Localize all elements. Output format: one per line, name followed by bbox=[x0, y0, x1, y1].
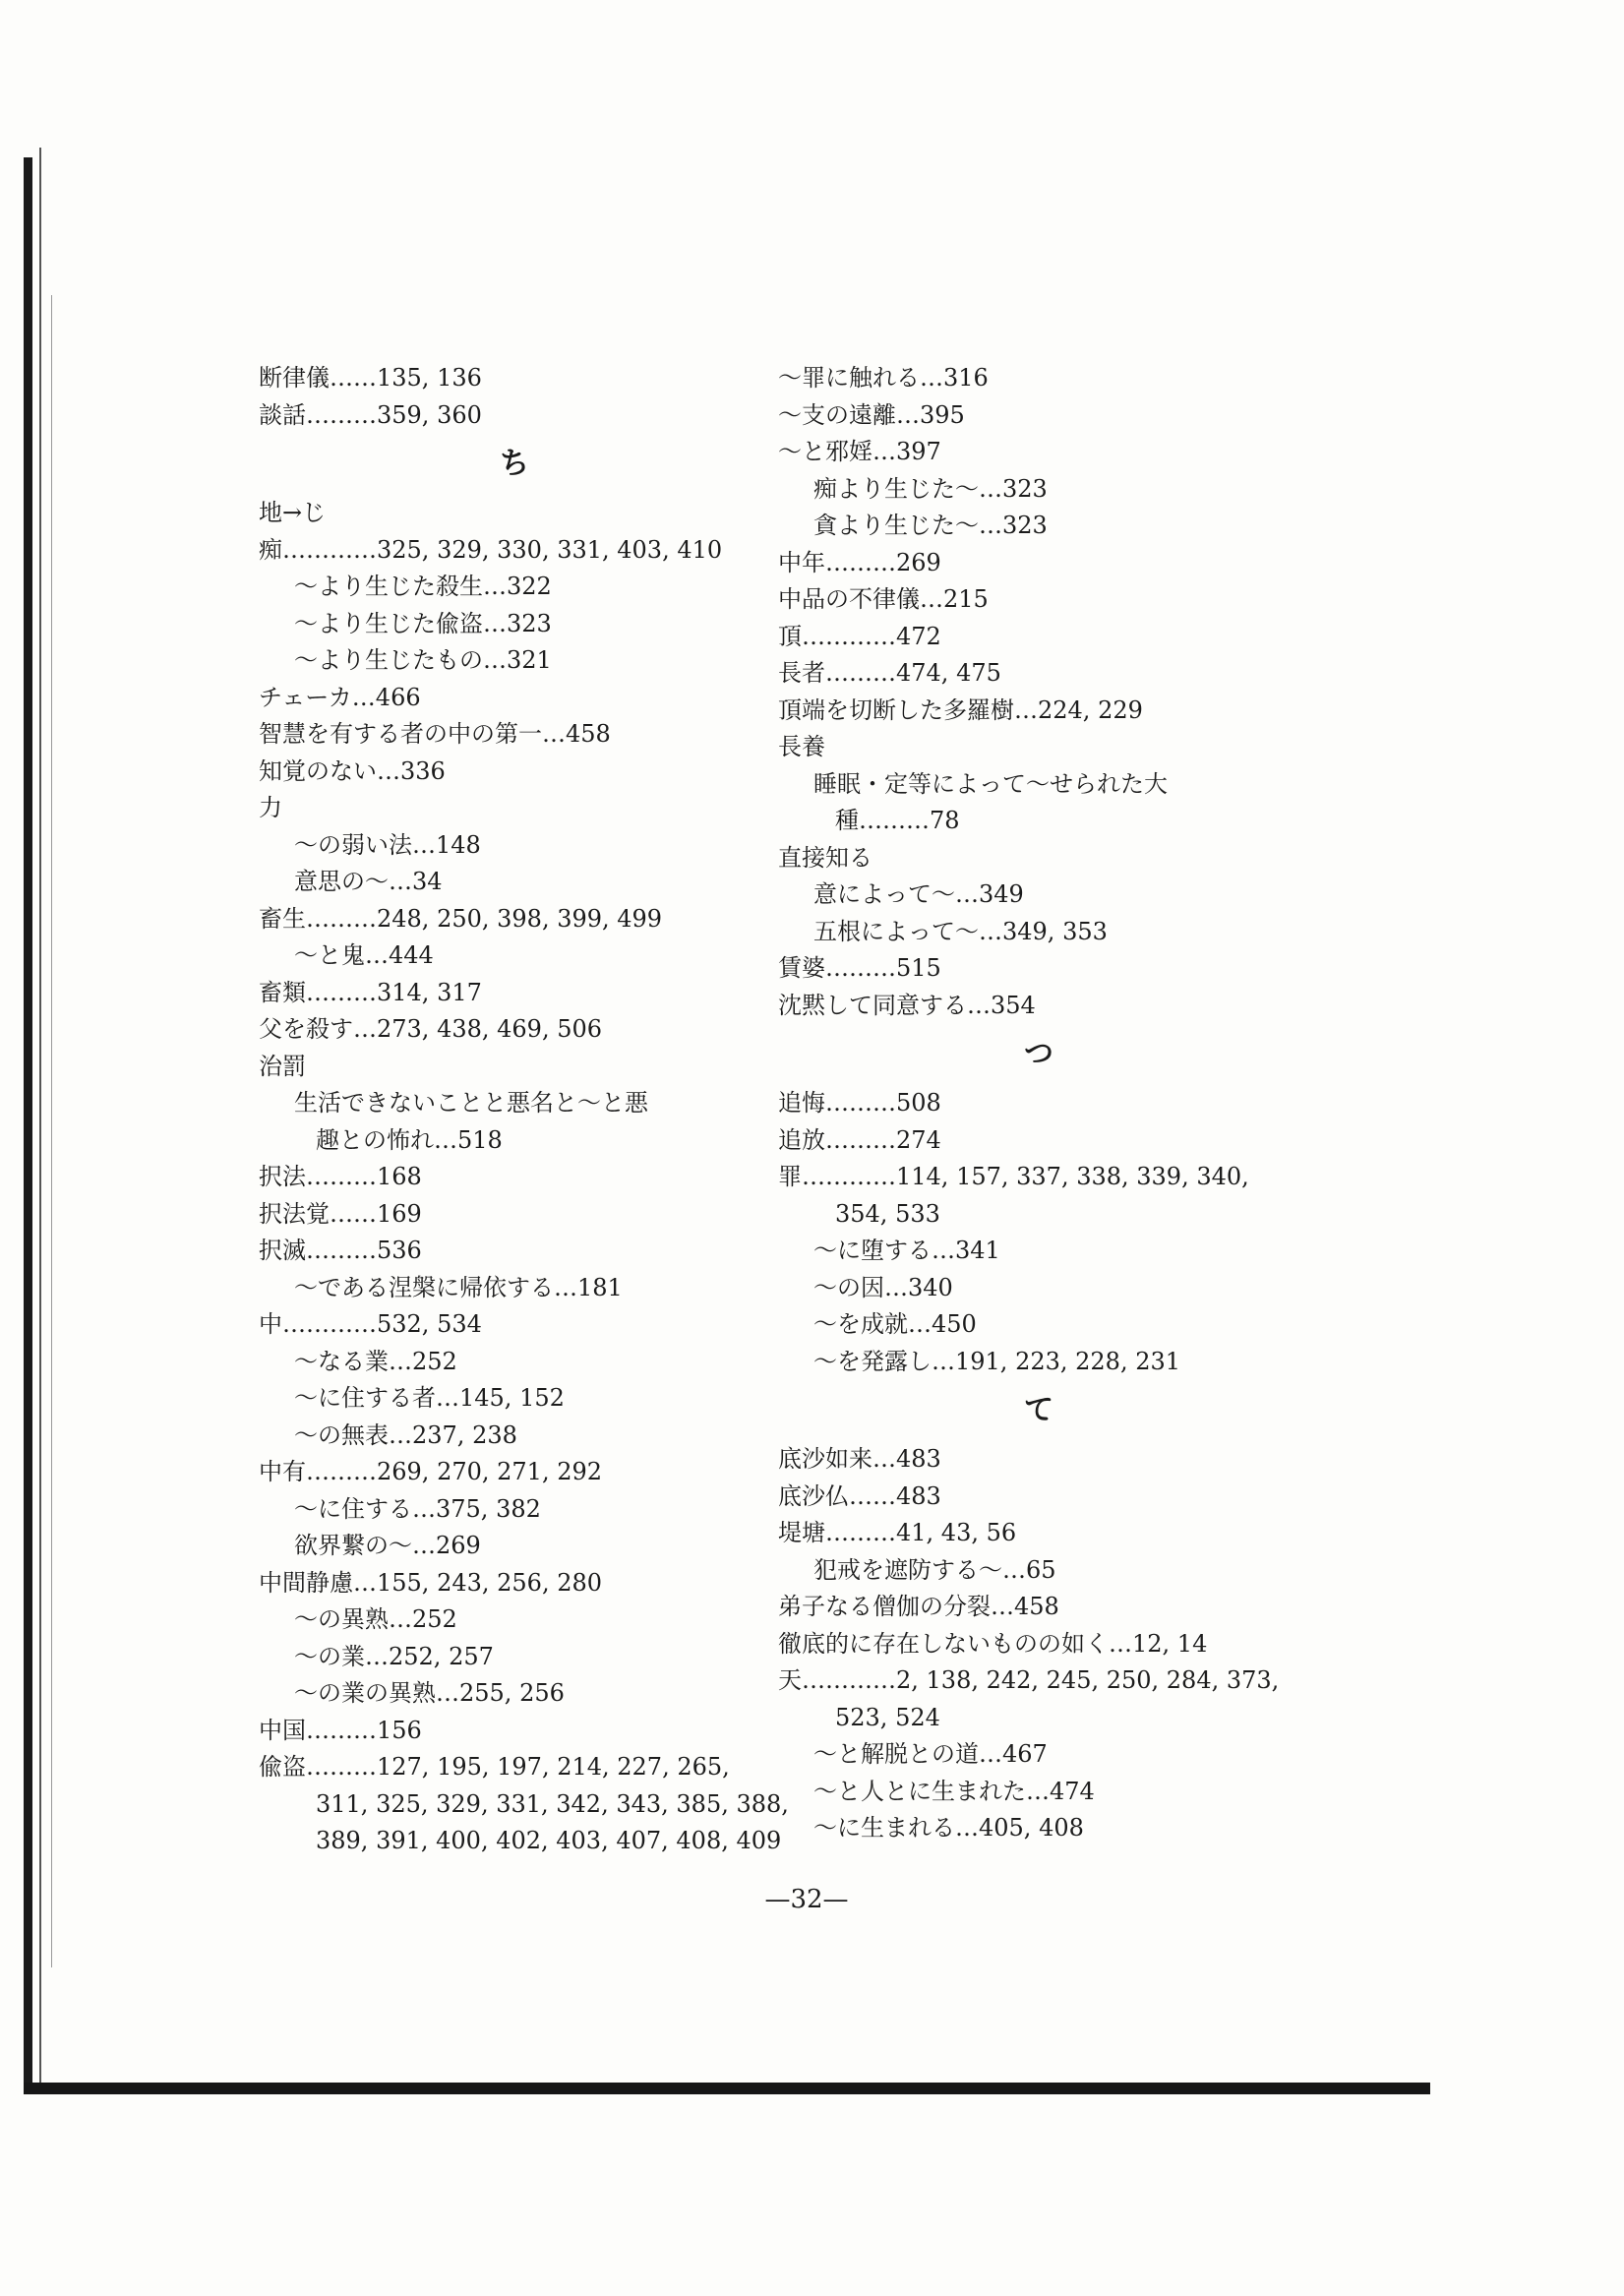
index-entry: 中品の不律儀…215 bbox=[778, 585, 989, 613]
index-entry: チェーカ…466 bbox=[259, 683, 421, 711]
index-entry: ～と邪婬…397 bbox=[778, 438, 941, 465]
index-subentry: 354, 533 bbox=[835, 1199, 940, 1228]
index-entry: 沈黙して同意する…354 bbox=[778, 991, 1036, 1019]
index-entry: 罪…………114, 157, 337, 338, 339, 340, bbox=[778, 1163, 1249, 1190]
index-entry: ～支の遠離…395 bbox=[778, 400, 965, 429]
index-subentry: ～に住する者…145, 152 bbox=[294, 1384, 565, 1412]
index-subentry: ～より生じた殺生…322 bbox=[294, 573, 552, 600]
index-subentry: 311, 325, 329, 331, 342, 343, 385, 388, bbox=[316, 1789, 789, 1818]
index-subentry: ～の業の異熟…255, 256 bbox=[294, 1679, 565, 1707]
index-subentry: 犯戒を遮防する～…65 bbox=[813, 1555, 1056, 1584]
index-entry: 頂…………472 bbox=[778, 622, 941, 650]
index-entry: 痴…………325, 329, 330, 331, 403, 410 bbox=[259, 535, 723, 564]
index-subentry: ～の因…340 bbox=[813, 1273, 953, 1301]
index-entry: 中有………269, 270, 271, 292 bbox=[259, 1458, 603, 1485]
index-entry: 畜類………314, 317 bbox=[259, 978, 482, 1006]
scan-edge-line bbox=[39, 148, 41, 2090]
index-subentry: ～と解脱との道…467 bbox=[813, 1740, 1048, 1768]
index-entry: ～罪に触れる…316 bbox=[778, 364, 989, 392]
index-entry: 中国………156 bbox=[259, 1716, 422, 1744]
index-subentry: ～の業…252, 257 bbox=[294, 1642, 494, 1670]
index-subentry: ～の異熟…252 bbox=[294, 1605, 457, 1633]
index-subentry: ～の弱い法…148 bbox=[294, 830, 481, 859]
index-entry: 中間静慮…155, 243, 256, 280 bbox=[259, 1568, 603, 1597]
index-subentry: ～より生じたもの…321 bbox=[294, 646, 552, 674]
index-entry: 知覚のない…336 bbox=[259, 756, 446, 785]
index-entry: 堤塘………41, 43, 56 bbox=[778, 1519, 1017, 1546]
index-subentry: ～に住する…375, 382 bbox=[294, 1494, 541, 1523]
index-entry: 頂端を切断した多羅樹…224, 229 bbox=[778, 695, 1143, 724]
scan-edge-bottom bbox=[24, 2083, 1430, 2094]
index-subentry: 生活できないことと悪名と～と悪 bbox=[294, 1089, 648, 1117]
index-entry: 力 bbox=[259, 794, 282, 821]
index-subentry: 意思の～…34 bbox=[294, 868, 443, 895]
index-subentry: 欲界繋の～…269 bbox=[294, 1532, 481, 1559]
index-column-left bbox=[259, 360, 789, 1860]
index-entry: 徹底的に存在しないものの如く…12, 14 bbox=[778, 1629, 1208, 1658]
index-subentry: ～と人とに生まれた…474 bbox=[813, 1777, 1095, 1805]
index-entry: 父を殺す…273, 438, 469, 506 bbox=[259, 1015, 603, 1043]
index-entry: 談話………359, 360 bbox=[259, 400, 482, 429]
index-entry: 直接知る bbox=[778, 843, 872, 872]
index-subentry: 意によって～…349 bbox=[813, 880, 1024, 908]
index-entry: 治罰 bbox=[259, 1052, 306, 1080]
index-entry: 天…………2, 138, 242, 245, 250, 284, 373, bbox=[778, 1666, 1280, 1694]
index-subentry: ～に生まれる…405, 408 bbox=[813, 1814, 1084, 1842]
index-entry: 中…………532, 534 bbox=[259, 1310, 482, 1338]
index-subentry: ～の無表…237, 238 bbox=[294, 1420, 517, 1449]
index-entry: 底沙如来…483 bbox=[778, 1445, 941, 1473]
page-number: —32— bbox=[764, 1885, 849, 1914]
scan-edge-left bbox=[24, 157, 32, 2090]
index-entry: 偸盗………127, 195, 197, 214, 227, 265, bbox=[259, 1753, 730, 1781]
index-column-right bbox=[778, 360, 1329, 1847]
index-entry: 択法………168 bbox=[259, 1163, 422, 1190]
index-entry: 長養 bbox=[778, 733, 825, 760]
index-entry: 地→じ bbox=[259, 499, 327, 526]
index-subentry: 睡眠・定等によって～せられた大 bbox=[813, 769, 1168, 798]
index-entry: 追放………274 bbox=[778, 1125, 941, 1154]
index-subentry: 523, 524 bbox=[835, 1703, 940, 1731]
index-subentry: ～を発露し…191, 223, 228, 231 bbox=[813, 1347, 1181, 1375]
index-subentry: ～に堕する…341 bbox=[813, 1237, 1000, 1264]
index-subentry: 痴より生じた～…323 bbox=[813, 474, 1048, 503]
index-subentry: 389, 391, 400, 402, 403, 407, 408, 409 bbox=[316, 1827, 782, 1854]
index-entry: 中年………269 bbox=[778, 548, 941, 576]
index-entry: 長者………474, 475 bbox=[778, 659, 1001, 687]
index-entry: 賃婆………515 bbox=[778, 954, 941, 982]
index-entry: 追悔………508 bbox=[778, 1089, 941, 1117]
index-subentry: ～を成就…450 bbox=[813, 1310, 977, 1338]
index-entry: 畜生………248, 250, 398, 399, 499 bbox=[259, 904, 663, 933]
kana-section-heading: つ bbox=[1024, 1037, 1053, 1071]
index-entry: 底沙仏……483 bbox=[778, 1481, 941, 1510]
index-entry: 弟子なる僧伽の分裂…458 bbox=[778, 1593, 1059, 1620]
index-subentry: ～なる業…252 bbox=[294, 1347, 457, 1375]
kana-section-heading: て bbox=[1024, 1393, 1053, 1427]
index-subentry: 種………78 bbox=[835, 807, 960, 834]
index-subentry: ～より生じた偸盗…323 bbox=[294, 609, 552, 637]
scan-edge-line-faint bbox=[51, 295, 52, 1967]
index-subentry: ～である涅槃に帰依する…181 bbox=[294, 1273, 623, 1301]
index-entry: 智慧を有する者の中の第一…458 bbox=[259, 720, 611, 748]
index-entry: 択法覚……169 bbox=[259, 1199, 422, 1228]
index-subentry: 貪より生じた～…323 bbox=[813, 512, 1048, 539]
kana-section-heading: ち bbox=[500, 447, 529, 481]
index-subentry: 五根によって～…349, 353 bbox=[813, 917, 1108, 945]
index-subentry: ～と鬼…444 bbox=[294, 941, 434, 969]
index-entry: 断律儀……135, 136 bbox=[259, 364, 482, 392]
index-subentry: 趣との怖れ…518 bbox=[316, 1125, 503, 1154]
index-entry: 択滅………536 bbox=[259, 1237, 422, 1264]
